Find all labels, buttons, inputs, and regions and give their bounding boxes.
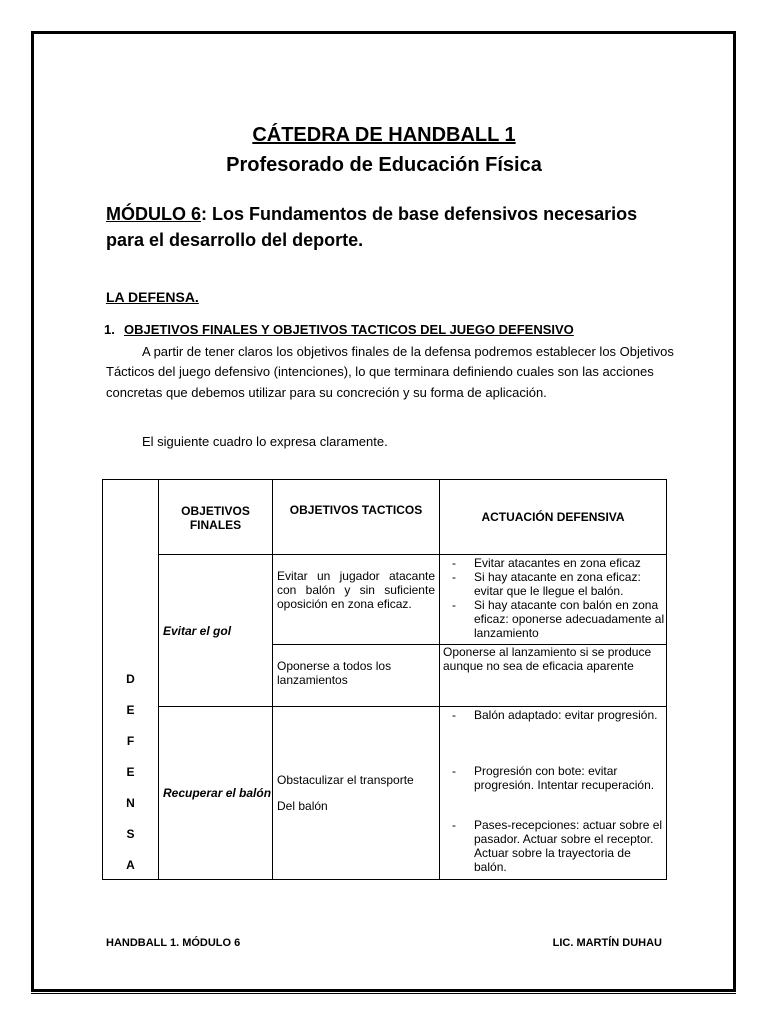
tactic-line-1: Obstaculizar el transporte [277,773,414,787]
objectives-heading [104,322,574,337]
actions-recuperar-list [440,708,666,874]
final-evitar-el-gol: Evitar el gol [159,555,273,707]
list-item: - Pases-recepciones: actuar sobre el pasador. Actuar sobre el receptor. Actuar sobre la trayectoria de balón. [440,818,666,874]
vertical-letter: E [126,703,135,717]
header-objetivos-finales: OBJETIVOS FINALES [159,480,273,555]
final-recuperar-el-balon: Recuperar el balón [159,707,273,880]
tactic-oponerse-lanzamientos: Oponerse a todos los lanzamientos [273,645,440,707]
defense-table [102,479,667,880]
actions-evitar-gol-cell [440,555,667,645]
vertical-letter: N [126,796,135,810]
list-item: - Si hay atacante en zona eficaz: evitar que le llegue el balón. [440,570,666,598]
table-intro-sentence: El siguiente cuadro lo expresa claramente. [142,434,388,449]
tactic-evitar-jugador: Evitar un jugador atacante con balón y sin suficiente oposición en zona eficaz. [273,555,440,645]
objectives-number: 1. [104,322,115,337]
footer-right: LIC. MARTÍN DUHAU [552,937,662,949]
header-actuacion-defensiva: ACTUACIÓN DEFENSIVA [440,480,667,555]
vertical-defensa-cell [103,480,159,880]
actions-evitar-gol-list [440,556,666,640]
module-text: Los Fundamentos de base defensivos necesarios para el desarrollo del deporte. [106,204,638,250]
action-oponerse-lanzamiento: Oponerse al lanzamiento si se produce aunque no sea de eficacia aparente [440,645,667,707]
vertical-letters [103,664,158,872]
vertical-letter: S [126,827,135,841]
objectives-heading-text: OBJETIVOS FINALES Y OBJETIVOS TACTICOS DEL JUEGO DEFENSIVO [124,322,574,337]
actions-recuperar-cell [440,707,667,880]
module-label: MÓDULO 6 [106,204,202,224]
list-item: - Evitar atacantes en zona eficaz [440,556,666,570]
vertical-letter: E [126,765,135,779]
list-item: - Balón adaptado: evitar progresión. [440,708,666,764]
vertical-letter: F [126,734,135,748]
module-heading [106,201,676,253]
document-title: CÁTEDRA DE HANDBALL 1 [252,124,516,146]
list-item: - Si hay atacante con balón en zona eficaz: oponerse adecuadamente al lanzamiento [440,598,666,640]
header-objetivos-tacticos: OBJETIVOS TACTICOS [273,480,440,555]
tactic-line-2: Del balón [277,799,328,813]
vertical-letter: D [126,672,135,686]
vertical-letter: A [126,858,135,872]
document-subtitle: Profesorado de Educación Física [226,154,542,176]
footer-left: HANDBALL 1. MÓDULO 6 [106,937,241,949]
tactic-obstaculizar-transporte [273,707,440,880]
section-title: LA DEFENSA. [106,289,199,305]
page-border-bottom-line [31,993,736,994]
objectives-paragraph [106,342,676,403]
objectives-paragraph-text: A partir de tener claros los objetivos finales de la defensa podremos establecer los Objetivos Tácticos del juego defensivo (intenciones), lo que terminara definiendo cuales son las acciones concretas que debemos utilizar para su concreción y su forma de aplicación. [106,344,674,400]
list-item: - Progresión con bote: evitar progresión. Intentar recuperación. [440,764,666,818]
module-separator: : [201,204,208,224]
